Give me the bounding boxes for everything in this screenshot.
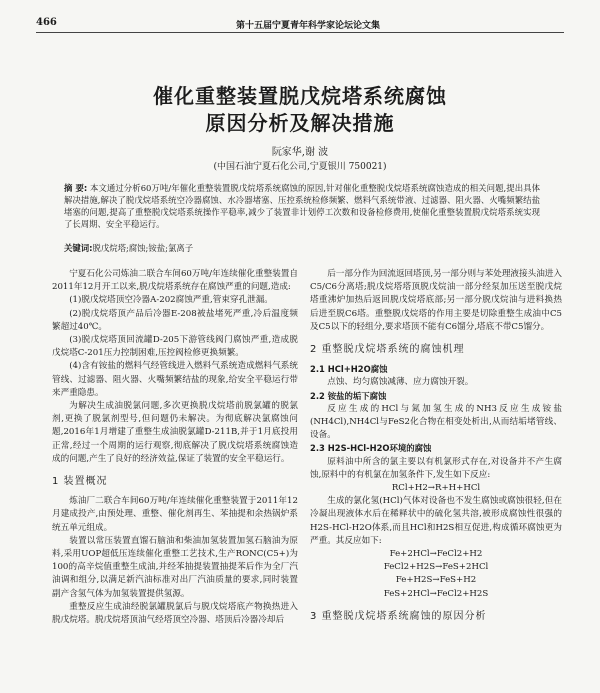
page-number: 466	[36, 17, 57, 28]
subsection-2-2-text: 反应生成的HCl与氮加氢生成的NH3反应生成铵盐(NH4Cl),NH4Cl与FeS2化合物在相变处析出,从而结垢堵管线、设备。	[310, 403, 562, 441]
problem-list-item: (3)脱戊烷塔顶回流罐D-205下游管线阀门腐蚀严重,造成脱戊烷塔C-201压力控制困难,压控阀检修更换频繁。	[52, 335, 298, 359]
process-paragraph: 后一部分作为回流返回塔顶,另一部分则与苯处理液接头油进入C5/C6分离塔;脱戊烷塔塔顶脱戊烷油一部分经泵加压送至脱戊烷塔重沸炉加热后返回脱戊烷塔底部;另一部分脱戊烷油与进料换热后进至脱C6塔。重整脱戊烷塔的作用主要是切除重整生成油中C5及C5以下的轻组分,要求塔顶不能有C6馏分,塔底不带C5馏分。	[310, 269, 562, 332]
subsection-2-1-heading: 2.1 HCl+H2O腐蚀	[310, 364, 388, 375]
subsection-2-3-text: 原料油中所含的氯主要以有机氯形式存在,对设备并不产生腐蚀,原料中的有机氯在加氢条件下,发生如下反应:	[310, 456, 562, 480]
running-header	[36, 14, 564, 33]
abstract-text: 本文通过分析60万吨/年催化重整装置脱戊烷塔系统腐蚀的原因,针对催化重整脱戊烷塔系统腐蚀造成的相关问题,提出具体解决措施,解决了脱戊烷塔系统空冷器腐蚀、水冷器堵塞、压控系统检修频繁、燃料气系统带液、过滤器、阻火器、火嘴频繁结盐堵塞的问题,提高了重整脱戊烷塔系统操作平稳率,减少了装置非计划停工次数和设备检修费用,使催化重整装置脱戊烷塔系统实现了长周期、安全平稳运行。	[64, 183, 540, 229]
keywords	[64, 242, 540, 254]
problem-list-item: (1)脱戊烷塔顶空冷器A-202腐蚀严重,管束穿孔泄漏。	[69, 295, 273, 306]
abstract-label: 摘 要:	[64, 183, 88, 193]
authors: 阮家华,谢 波	[271, 147, 329, 158]
abstract	[64, 182, 540, 230]
paper-title-line2: 原因分析及解决措施	[205, 111, 395, 135]
equation: Fe+H2S→FeS+H2	[395, 575, 477, 586]
intro-paragraph: 宁夏石化公司炼油二联合车间60万吨/年连续催化重整装置自2011年12月开工以来,脱戊烷塔系统存在腐蚀严重的问题,造成:	[52, 269, 298, 293]
section-1-heading: 1 装置概况	[52, 476, 108, 488]
equation: RCl+H2→R+H+HCl	[391, 483, 481, 494]
paper-title-line1: 催化重整装置脱戊烷塔系统腐蚀	[153, 84, 447, 108]
equation: FeCl2+H2S→FeS+2HCl	[383, 562, 489, 573]
keywords-label: 关键词:	[64, 243, 93, 253]
affiliation: (中国石油宁夏石化公司,宁夏银川 750021)	[213, 162, 387, 172]
problem-list-item: (2)脱戊烷塔顶产品后冷器E-208被盐堵死严重,冷后温度频繁超过40℃。	[52, 308, 298, 332]
right-column	[310, 268, 562, 630]
equation: Fe+2HCl→FeCl2+H2	[389, 549, 483, 560]
keywords-text: 脱戊烷塔;腐蚀;铵盐;氯离子	[92, 243, 194, 253]
subsection-2-1-text: 点蚀、均匀腐蚀减薄、应力腐蚀开裂。	[327, 377, 474, 388]
running-title: 第十五届宁夏青年科学家论坛论文集	[236, 21, 381, 31]
equation: FeS+2HCl→FeCl2+H2S	[383, 588, 489, 599]
section-1-paragraph: 炼油厂二联合车间60万吨/年连续催化重整装置于2011年12月建成投产,由预处理、重整、催化剂再生、苯抽提和余热锅炉系统五单元组成。	[52, 496, 298, 533]
left-column	[52, 268, 298, 627]
problem-list-item: (4)含有铵盐的燃料气经管线进入燃料气系统造成燃料气系统管线、过滤器、阻火器、火嘴频繁结盐的现象,给安全平稳运行带来严重隐患。	[52, 361, 298, 398]
solution-paragraph: 为解决生成油脱氯问题,多次更换脱戊烷塔前脱氯罐的脱氯剂,更换了脱氯剂型号,但问题仍未解决。为彻底解决氯腐蚀问题,2016年1月增建了重整生成油脱氯罐D-211B,并于1月底投用正常,经过一个周期的运行观察,彻底解决了脱戊烷塔系统腐蚀造成的问题,产生了良好的经济效益,保证了装置的安全平稳运行。	[52, 401, 298, 464]
subsection-2-3-heading: 2.3 H2S-HCl-H2O环境的腐蚀	[310, 443, 432, 454]
section-1-paragraph: 重整反应生成油经脱氯罐脱氯后与脱戊烷塔底产物换热进入脱戊烷塔。脱戊烷塔顶油气经塔顶空冷器、塔顶后冷器冷却后	[52, 601, 298, 626]
subsection-2-3-text: 生成的氯化氢(HCl)气体对设备也不发生腐蚀或腐蚀很轻,但在冷凝出现液体水后在稀释状中的硫化氢共溶,被形成腐蚀性很强的H2S-HCl-H2O体系,而且HCl和H2S相互促进,构成循环腐蚀更为严重。其反应如下:	[310, 496, 562, 546]
section-2-heading: 2 重整脱戊烷塔系统的腐蚀机理	[310, 344, 465, 356]
section-3-heading: 3 重整脱戊烷塔系统腐蚀的原因分析	[310, 610, 487, 622]
subsection-2-2-heading: 2.2 铵盐的垢下腐蚀	[310, 390, 387, 401]
section-1-paragraph: 装置以常压装置直馏石脑油和柴油加氢装置加氢石脑油为原料,采用UOP超低压连续催化重整工艺技术,生产RONC(C5+)为100的高辛烷值重整生成油,并经苯抽提装置抽提苯后作为全厂汽油调和组分,以满足新汽油标准对出厂汽油质量的要求,同时装置副产含氢气体为加氢装置提供氢源。	[52, 535, 298, 599]
